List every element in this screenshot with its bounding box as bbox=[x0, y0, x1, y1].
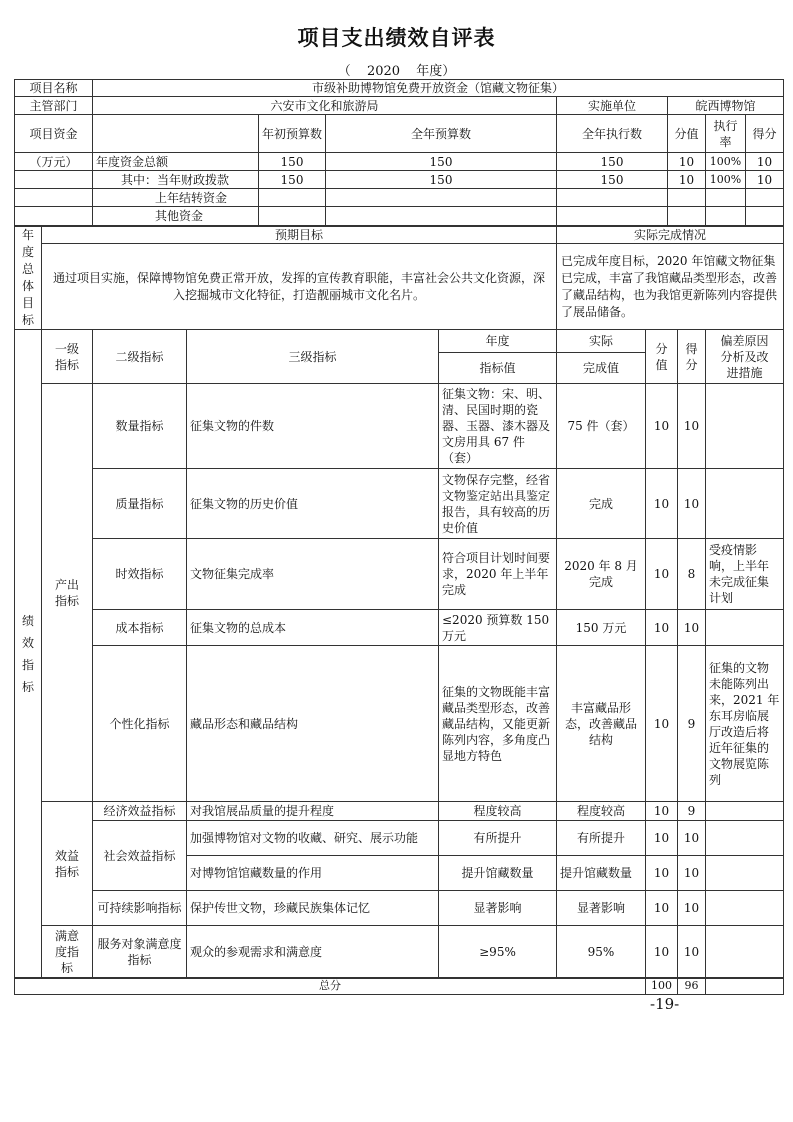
level3-cell: 对博物馆馆藏数量的作用 bbox=[187, 856, 439, 891]
level3-cell: 征集文物的件数 bbox=[187, 384, 439, 469]
weight-cell: 10 bbox=[646, 384, 678, 469]
hdr-annual-top: 年度 bbox=[439, 330, 557, 353]
level3-cell: 加强博物馆对文物的收藏、研究、展示功能 bbox=[187, 821, 439, 856]
fund-score: 10 bbox=[746, 153, 784, 171]
blank-cell bbox=[15, 171, 93, 189]
total-label: 总分 bbox=[15, 978, 646, 995]
year-open: （ bbox=[337, 64, 351, 79]
fund-annual: 150 bbox=[326, 171, 557, 189]
project-name-label: 项目名称 bbox=[15, 80, 93, 97]
table-row bbox=[15, 926, 784, 979]
funds-row bbox=[15, 207, 784, 226]
target-cell: 征集的文物既能丰富藏品类型形态，改善藏品结构，又能更新陈列内容，多角度凸显地方特色 bbox=[439, 646, 557, 802]
impl-unit-label: 实施单位 bbox=[557, 97, 668, 115]
weight-cell: 10 bbox=[646, 856, 678, 891]
score-cell: 10 bbox=[678, 384, 706, 469]
fund-annual: 150 bbox=[326, 153, 557, 171]
table-row bbox=[15, 802, 784, 821]
project-info-table bbox=[14, 79, 784, 226]
hdr-score: 得分 bbox=[678, 330, 706, 384]
level1-satisfaction: 满意度指标 bbox=[42, 926, 93, 979]
year-label bbox=[0, 60, 793, 79]
fund-weight bbox=[668, 207, 706, 226]
score-cell: 10 bbox=[678, 610, 706, 646]
level3-cell: 征集文物的总成本 bbox=[187, 610, 439, 646]
fund-name: 年度资金总额 bbox=[93, 153, 259, 171]
table-row bbox=[15, 610, 784, 646]
fund-score: 10 bbox=[746, 171, 784, 189]
table-row bbox=[15, 891, 784, 926]
fund-annual bbox=[326, 189, 557, 207]
fund-name: 上年结转资金 bbox=[93, 189, 259, 207]
score-cell: 10 bbox=[678, 469, 706, 539]
fund-annual bbox=[326, 207, 557, 226]
fund-initial bbox=[259, 207, 326, 226]
actual-cell: 程度较高 bbox=[557, 802, 646, 821]
table-row bbox=[15, 821, 784, 856]
actual-cell: 150 万元 bbox=[557, 610, 646, 646]
level2-cell: 质量指标 bbox=[93, 469, 187, 539]
score-cell: 9 bbox=[678, 646, 706, 802]
funds-row bbox=[15, 189, 784, 207]
fund-rate bbox=[706, 189, 746, 207]
dept-value: 六安市文化和旅游局 bbox=[93, 97, 557, 115]
score-cell: 10 bbox=[678, 821, 706, 856]
funds-label: 项目资金 bbox=[15, 115, 93, 153]
table-row bbox=[15, 469, 784, 539]
fund-name: 其中：当年财政拨款 bbox=[93, 171, 259, 189]
fund-initial: 150 bbox=[259, 153, 326, 171]
deviation-cell bbox=[706, 821, 784, 856]
level2-cell: 可持续影响指标 bbox=[93, 891, 187, 926]
fund-rate: 100% bbox=[706, 153, 746, 171]
fund-executed bbox=[557, 189, 668, 207]
level2-cell: 时效指标 bbox=[93, 539, 187, 610]
level2-cell: 经济效益指标 bbox=[93, 802, 187, 821]
goals-content-row bbox=[15, 244, 784, 330]
target-cell: ≤2020 预算数 150 万元 bbox=[439, 610, 557, 646]
perf-side-text: 绩效指标 bbox=[21, 614, 34, 694]
weight-cell: 10 bbox=[646, 802, 678, 821]
fund-weight: 10 bbox=[668, 153, 706, 171]
col-exec-rate: 执行率 bbox=[706, 115, 746, 153]
actual-cell: 提升馆藏数量 bbox=[557, 856, 646, 891]
weight-cell: 10 bbox=[646, 610, 678, 646]
level3-cell: 对我馆展品质量的提升程度 bbox=[187, 802, 439, 821]
hdr-level2: 二级指标 bbox=[93, 330, 187, 384]
fund-weight: 10 bbox=[668, 171, 706, 189]
blank-cell bbox=[15, 189, 93, 207]
actual-goal-text: 已完成年度目标，2020 年馆藏文物征集已完成，丰富了我馆藏品类型形态，改善了藏品结构，也为我馆更新陈列内容提供了展品储备。 bbox=[557, 244, 784, 330]
fund-initial: 150 bbox=[259, 171, 326, 189]
hdr-deviation: 偏差原因分析及改进措施 bbox=[706, 330, 784, 384]
weight-cell: 10 bbox=[646, 469, 678, 539]
target-cell: 程度较高 bbox=[439, 802, 557, 821]
weight-cell: 10 bbox=[646, 539, 678, 610]
total-table bbox=[14, 977, 784, 995]
annual-goals-table bbox=[14, 226, 784, 330]
actual-cell: 75 件（套） bbox=[557, 384, 646, 469]
hdr-actual-bottom: 完成值 bbox=[557, 353, 646, 384]
col-score: 得分 bbox=[746, 115, 784, 153]
col-initial-budget: 年初预算数 bbox=[259, 115, 326, 153]
score-cell: 10 bbox=[678, 856, 706, 891]
fund-initial bbox=[259, 189, 326, 207]
target-cell: 提升馆藏数量 bbox=[439, 856, 557, 891]
target-cell: 有所提升 bbox=[439, 821, 557, 856]
hdr-annual-bottom: 指标值 bbox=[439, 353, 557, 384]
level1-output: 产出指标 bbox=[42, 384, 93, 802]
actual-cell: 完成 bbox=[557, 469, 646, 539]
actual-cell: 显著影响 bbox=[557, 891, 646, 926]
hdr-weight: 分值 bbox=[646, 330, 678, 384]
score-cell: 8 bbox=[678, 539, 706, 610]
actual-cell: 有所提升 bbox=[557, 821, 646, 856]
hdr-actual-top: 实际 bbox=[557, 330, 646, 353]
level3-cell: 藏品形态和藏品结构 bbox=[187, 646, 439, 802]
target-cell: 文物保存完整，经省文物鉴定站出具鉴定报告，具有较高的历史价值 bbox=[439, 469, 557, 539]
level2-cell: 个性化指标 bbox=[93, 646, 187, 802]
hdr-level1: 一级指标 bbox=[42, 330, 93, 384]
score-cell: 10 bbox=[678, 926, 706, 979]
blank-cell bbox=[15, 207, 93, 226]
deviation-cell bbox=[706, 891, 784, 926]
goals-header-row bbox=[15, 227, 784, 244]
level1-benefit: 效益指标 bbox=[42, 802, 93, 926]
weight-cell: 10 bbox=[646, 646, 678, 802]
funds-header-row bbox=[15, 115, 784, 153]
year-close: 年度） bbox=[416, 64, 456, 79]
dept-row bbox=[15, 97, 784, 115]
performance-table bbox=[14, 329, 784, 979]
col-executed: 全年执行数 bbox=[557, 115, 668, 153]
deviation-cell bbox=[706, 802, 784, 821]
table-row bbox=[15, 384, 784, 469]
goals-side-label bbox=[15, 227, 42, 330]
deviation-cell: 征集的文物未能陈列出来，2021 年东耳房临展厅改造后将近年征集的文物展览陈列 bbox=[706, 646, 784, 802]
deviation-cell bbox=[706, 469, 784, 539]
funds-header-blank bbox=[93, 115, 259, 153]
table-row bbox=[15, 646, 784, 802]
level3-cell: 文物征集完成率 bbox=[187, 539, 439, 610]
impl-unit-value: 皖西博物馆 bbox=[668, 97, 784, 115]
actual-cell: 丰富藏品形态，改善藏品结构 bbox=[557, 646, 646, 802]
score-cell: 9 bbox=[678, 802, 706, 821]
fund-executed bbox=[557, 207, 668, 226]
fund-executed: 150 bbox=[557, 171, 668, 189]
deviation-cell bbox=[706, 610, 784, 646]
level2-cell: 成本指标 bbox=[93, 610, 187, 646]
fund-weight bbox=[668, 189, 706, 207]
project-name-value: 市级补助博物馆免费开放资金（馆藏文物征集） bbox=[93, 80, 784, 97]
total-weight: 100 bbox=[646, 978, 678, 995]
col-annual-budget: 全年预算数 bbox=[326, 115, 557, 153]
year-value: 2020 bbox=[366, 64, 401, 79]
page-number: -19- bbox=[650, 995, 680, 1013]
goals-side-text: 年度总体目标 bbox=[21, 228, 34, 327]
fund-score bbox=[746, 189, 784, 207]
funds-row bbox=[15, 153, 784, 171]
expected-goal-label: 预期目标 bbox=[42, 227, 557, 244]
target-cell: 显著影响 bbox=[439, 891, 557, 926]
funds-row bbox=[15, 171, 784, 189]
weight-cell: 10 bbox=[646, 891, 678, 926]
hdr-level3: 三级指标 bbox=[187, 330, 439, 384]
level2-cell: 数量指标 bbox=[93, 384, 187, 469]
target-cell: 符合项目计划时间要求，2020 年上半年完成 bbox=[439, 539, 557, 610]
table-row bbox=[15, 539, 784, 610]
level3-cell: 保护传世文物，珍藏民族集体记忆 bbox=[187, 891, 439, 926]
actual-cell: 95% bbox=[557, 926, 646, 979]
level2-cell: 社会效益指标 bbox=[93, 821, 187, 891]
deviation-cell bbox=[706, 926, 784, 979]
col-weight: 分值 bbox=[668, 115, 706, 153]
level3-cell: 观众的参观需求和满意度 bbox=[187, 926, 439, 979]
weight-cell: 10 bbox=[646, 926, 678, 979]
deviation-cell: 受疫情影响，上半年未完成征集计划 bbox=[706, 539, 784, 610]
expected-goal-text: 通过项目实施，保障博物馆免费正常开放，发挥的宣传教育职能，丰富社会公共文化资源，深入挖掘城市文化特征，打造靓丽城市文化名片。 bbox=[42, 244, 557, 330]
total-row bbox=[15, 978, 784, 995]
actual-goal-label: 实际完成情况 bbox=[557, 227, 784, 244]
level3-cell: 征集文物的历史价值 bbox=[187, 469, 439, 539]
funds-unit: （万元） bbox=[15, 153, 93, 171]
actual-cell: 2020 年 8 月完成 bbox=[557, 539, 646, 610]
deviation-cell bbox=[706, 856, 784, 891]
score-cell: 10 bbox=[678, 891, 706, 926]
dept-label: 主管部门 bbox=[15, 97, 93, 115]
total-deviation bbox=[706, 978, 784, 995]
target-cell: 征集文物：宋、明、清、民国时期的瓷器、玉器、漆木器及文房用具 67 件（套） bbox=[439, 384, 557, 469]
fund-name: 其他资金 bbox=[93, 207, 259, 226]
fund-rate: 100% bbox=[706, 171, 746, 189]
total-score: 96 bbox=[678, 978, 706, 995]
fund-executed: 150 bbox=[557, 153, 668, 171]
perf-header-row-1 bbox=[15, 330, 784, 353]
project-name-row bbox=[15, 80, 784, 97]
fund-rate bbox=[706, 207, 746, 226]
weight-cell: 10 bbox=[646, 821, 678, 856]
fund-score bbox=[746, 207, 784, 226]
level2-cell: 服务对象满意度指标 bbox=[93, 926, 187, 979]
page-title: 项目支出绩效自评表 bbox=[297, 26, 496, 50]
deviation-cell bbox=[706, 384, 784, 469]
target-cell: ≥95% bbox=[439, 926, 557, 979]
perf-side-label bbox=[15, 330, 42, 979]
